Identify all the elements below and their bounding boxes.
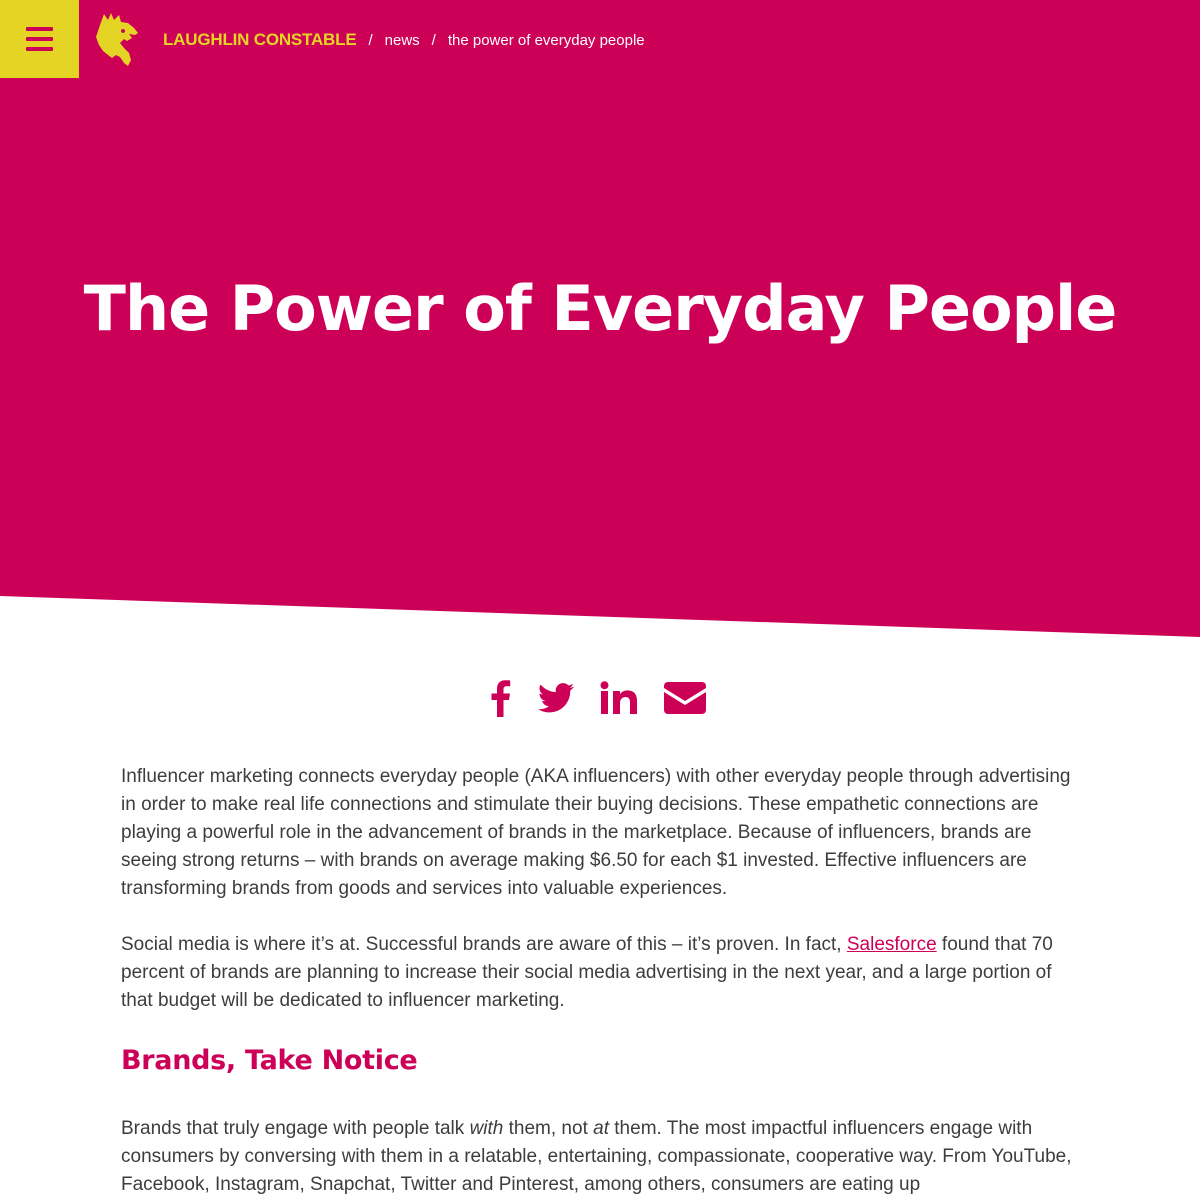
page-title: The Power of Everyday People [83,272,1117,345]
breadcrumb-current: the power of everyday people [447,31,645,49]
article-paragraph: Brands that truly engage with people talk with them, not at them. The most impactful influencers engage with consumers by conversing with them in a relatable, entertaining, compassionate, cooperative way. From YouTube, Facebook, Instagram, Snapchat, Twitter and Pinterest, among others, consumers are eating up [121,1118,1072,1195]
dragon-logo-icon[interactable] [94,11,140,69]
article-paragraph: Social media is where it’s at. Successful brands are aware of this – it’s proven. In fact, Salesforce found that 70 percent of brands are planning to increase their social media advertising in the next year, and a large portion of that budget will be dedicated to influencer marketing. [121,934,1053,1011]
article-paragraph: Influencer marketing connects everyday people (AKA influencers) with other everyday people through advertising in order to make real life connections and stimulate their buying decisions. These empathetic connections are playing a powerful role in the advancement of brands in the marketplace. Because of influencers, brands are seeing strong returns – with brands on average making $6.50 for each $1 invested. Effective influencers are transforming brands from goods and services into valuable experiences. [121,766,1071,899]
article-body [121,763,1081,1200]
menu-button[interactable] [0,0,79,78]
hamburger-menu-icon [26,27,53,31]
breadcrumb-separator: / [431,31,436,49]
breadcrumb-brand-link[interactable]: LAUGHLIN CONSTABLE [163,30,357,49]
facebook-share-button[interactable] [488,679,512,717]
facebook-icon [488,679,512,717]
linkedin-icon [600,681,638,715]
linkedin-share-button[interactable] [600,681,638,715]
breadcrumb-news-link[interactable]: news [384,31,420,49]
twitter-icon [538,683,574,713]
twitter-share-button[interactable] [538,683,574,713]
section-heading: Brands, Take Notice [121,1045,418,1076]
breadcrumb [163,29,645,51]
email-icon [664,682,706,714]
share-bar [488,676,706,720]
email-share-button[interactable] [664,682,706,714]
salesforce-link[interactable]: Salesforce [846,934,937,955]
breadcrumb-separator: / [368,31,373,49]
